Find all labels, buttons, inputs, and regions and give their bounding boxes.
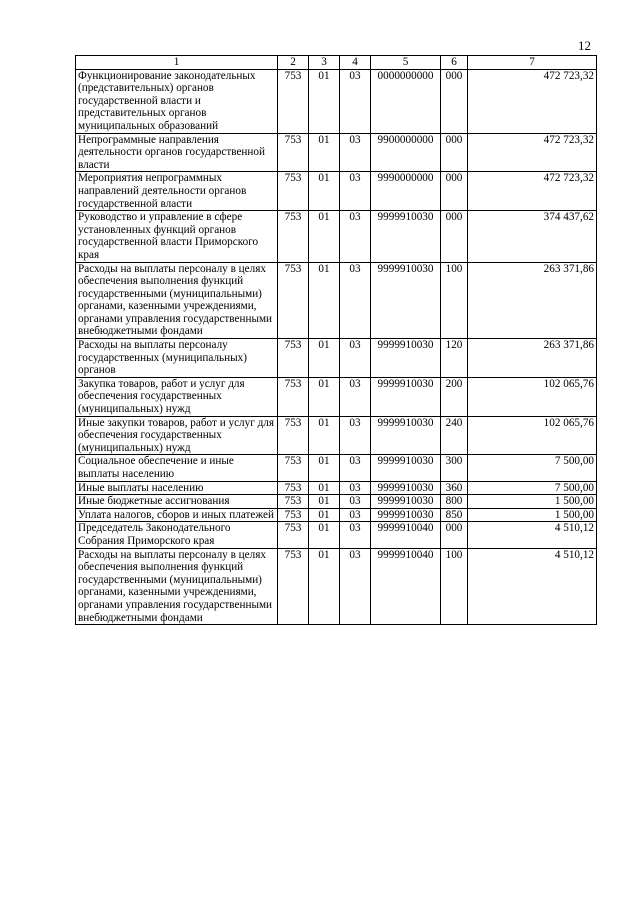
- row-name-cell: Мероприятия непрограммных направлений деятельности органов государственной власти: [76, 172, 278, 211]
- table-row: [76, 548, 597, 625]
- row-section-cell: 01: [309, 495, 340, 509]
- row-section-cell: 01: [309, 339, 340, 378]
- row-target-article-cell: 9999910030: [371, 211, 441, 262]
- row-name-cell: Руководство и управление в сфере установленных функций органов государственной власти Приморского края: [76, 211, 278, 262]
- row-section-cell: 01: [309, 262, 340, 339]
- row-target-article-cell: 9999910030: [371, 262, 441, 339]
- row-amount-cell: 374 437,62: [468, 211, 597, 262]
- row-amount-cell: 472 723,32: [468, 133, 597, 172]
- header-col-5: 5: [371, 56, 441, 70]
- table-row: [76, 262, 597, 339]
- row-subsection-cell: 03: [340, 416, 371, 455]
- row-target-article-cell: 9999910030: [371, 455, 441, 481]
- row-target-article-cell: 9900000000: [371, 133, 441, 172]
- header-col-6: 6: [441, 56, 468, 70]
- row-name-cell: Иные бюджетные ассигнования: [76, 495, 278, 509]
- row-subsection-cell: 03: [340, 172, 371, 211]
- row-amount-cell: 102 065,76: [468, 416, 597, 455]
- table-row: [76, 211, 597, 262]
- row-subsection-cell: 03: [340, 481, 371, 495]
- row-expense-type-cell: 300: [441, 455, 468, 481]
- row-expense-type-cell: 000: [441, 69, 468, 133]
- row-amount-cell: 4 510,12: [468, 522, 597, 548]
- row-name-cell: Закупка товаров, работ и услуг для обеспечения государственных (муниципальных) нужд: [76, 377, 278, 416]
- row-section-cell: 01: [309, 377, 340, 416]
- row-name-cell: Расходы на выплаты персоналу в целях обеспечения выполнения функций государственными (муниципальными) органами, казенными учреждениями, органами управления государственными внебюджетными фондами: [76, 548, 278, 625]
- row-section-cell: 01: [309, 455, 340, 481]
- row-admin-code-cell: 753: [278, 172, 309, 211]
- row-admin-code-cell: 753: [278, 416, 309, 455]
- row-section-cell: 01: [309, 481, 340, 495]
- row-amount-cell: 263 371,86: [468, 262, 597, 339]
- row-name-cell: Социальное обеспечение и иные выплаты населению: [76, 455, 278, 481]
- header-col-4: 4: [340, 56, 371, 70]
- row-subsection-cell: 03: [340, 262, 371, 339]
- row-section-cell: 01: [309, 211, 340, 262]
- row-admin-code-cell: 753: [278, 495, 309, 509]
- row-amount-cell: 263 371,86: [468, 339, 597, 378]
- row-target-article-cell: 9999910030: [371, 508, 441, 522]
- table-row: [76, 133, 597, 172]
- row-target-article-cell: 9999910030: [371, 481, 441, 495]
- row-section-cell: 01: [309, 416, 340, 455]
- row-admin-code-cell: 753: [278, 339, 309, 378]
- row-amount-cell: 7 500,00: [468, 455, 597, 481]
- table-row: [76, 495, 597, 509]
- row-target-article-cell: 0000000000: [371, 69, 441, 133]
- row-expense-type-cell: 240: [441, 416, 468, 455]
- table-row: [76, 172, 597, 211]
- row-admin-code-cell: 753: [278, 508, 309, 522]
- row-name-cell: Председатель Законодательного Собрания Приморского края: [76, 522, 278, 548]
- row-name-cell: Расходы на выплаты персоналу государственных (муниципальных) органов: [76, 339, 278, 378]
- row-admin-code-cell: 753: [278, 133, 309, 172]
- table-row: [76, 377, 597, 416]
- row-name-cell: Непрограммные направления деятельности органов государственной власти: [76, 133, 278, 172]
- row-section-cell: 01: [309, 69, 340, 133]
- row-subsection-cell: 03: [340, 508, 371, 522]
- row-target-article-cell: 9999910030: [371, 495, 441, 509]
- header-row: [76, 56, 597, 70]
- row-section-cell: 01: [309, 508, 340, 522]
- table-row: [76, 508, 597, 522]
- row-expense-type-cell: 800: [441, 495, 468, 509]
- row-expense-type-cell: 120: [441, 339, 468, 378]
- table-row: [76, 455, 597, 481]
- row-amount-cell: 472 723,32: [468, 69, 597, 133]
- row-expense-type-cell: 200: [441, 377, 468, 416]
- row-admin-code-cell: 753: [278, 455, 309, 481]
- row-admin-code-cell: 753: [278, 481, 309, 495]
- header-col-2: 2: [278, 56, 309, 70]
- row-subsection-cell: 03: [340, 211, 371, 262]
- row-subsection-cell: 03: [340, 339, 371, 378]
- row-amount-cell: 1 500,00: [468, 508, 597, 522]
- row-target-article-cell: 9999910030: [371, 377, 441, 416]
- row-amount-cell: 472 723,32: [468, 172, 597, 211]
- row-expense-type-cell: 360: [441, 481, 468, 495]
- row-target-article-cell: 9999910030: [371, 416, 441, 455]
- row-subsection-cell: 03: [340, 377, 371, 416]
- row-expense-type-cell: 100: [441, 262, 468, 339]
- row-section-cell: 01: [309, 522, 340, 548]
- row-target-article-cell: 9999910040: [371, 522, 441, 548]
- row-admin-code-cell: 753: [278, 262, 309, 339]
- table-row: [76, 416, 597, 455]
- budget-table: [75, 55, 597, 625]
- row-name-cell: Расходы на выплаты персоналу в целях обеспечения выполнения функций государственными (муниципальными) органами, казенными учреждениями, органами управления государственными внебюджетными фондами: [76, 262, 278, 339]
- row-expense-type-cell: 000: [441, 172, 468, 211]
- row-amount-cell: 7 500,00: [468, 481, 597, 495]
- row-admin-code-cell: 753: [278, 69, 309, 133]
- row-name-cell: Уплата налогов, сборов и иных платежей: [76, 508, 278, 522]
- row-subsection-cell: 03: [340, 69, 371, 133]
- row-target-article-cell: 9999910030: [371, 339, 441, 378]
- row-subsection-cell: 03: [340, 133, 371, 172]
- row-amount-cell: 4 510,12: [468, 548, 597, 625]
- row-amount-cell: 1 500,00: [468, 495, 597, 509]
- row-admin-code-cell: 753: [278, 522, 309, 548]
- row-subsection-cell: 03: [340, 522, 371, 548]
- row-admin-code-cell: 753: [278, 377, 309, 416]
- row-target-article-cell: 9999910040: [371, 548, 441, 625]
- table-row: [76, 69, 597, 133]
- row-admin-code-cell: 753: [278, 211, 309, 262]
- row-name-cell: Функционирование законодательных (представительных) органов государственной власти и представительных органов муниципальных образований: [76, 69, 278, 133]
- row-section-cell: 01: [309, 133, 340, 172]
- row-expense-type-cell: 850: [441, 508, 468, 522]
- row-expense-type-cell: 000: [441, 522, 468, 548]
- header-col-3: 3: [309, 56, 340, 70]
- row-target-article-cell: 9990000000: [371, 172, 441, 211]
- row-expense-type-cell: 100: [441, 548, 468, 625]
- row-expense-type-cell: 000: [441, 211, 468, 262]
- page-number: 12: [578, 38, 591, 53]
- row-section-cell: 01: [309, 548, 340, 625]
- table-row: [76, 522, 597, 548]
- row-name-cell: Иные закупки товаров, работ и услуг для обеспечения государственных (муниципальных) нужд: [76, 416, 278, 455]
- table-row: [76, 481, 597, 495]
- row-expense-type-cell: 000: [441, 133, 468, 172]
- row-subsection-cell: 03: [340, 548, 371, 625]
- header-col-1: 1: [76, 56, 278, 70]
- row-amount-cell: 102 065,76: [468, 377, 597, 416]
- header-col-7: 7: [468, 56, 597, 70]
- table-row: [76, 339, 597, 378]
- row-section-cell: 01: [309, 172, 340, 211]
- table-body: [76, 69, 597, 625]
- row-subsection-cell: 03: [340, 455, 371, 481]
- row-subsection-cell: 03: [340, 495, 371, 509]
- row-name-cell: Иные выплаты населению: [76, 481, 278, 495]
- row-admin-code-cell: 753: [278, 548, 309, 625]
